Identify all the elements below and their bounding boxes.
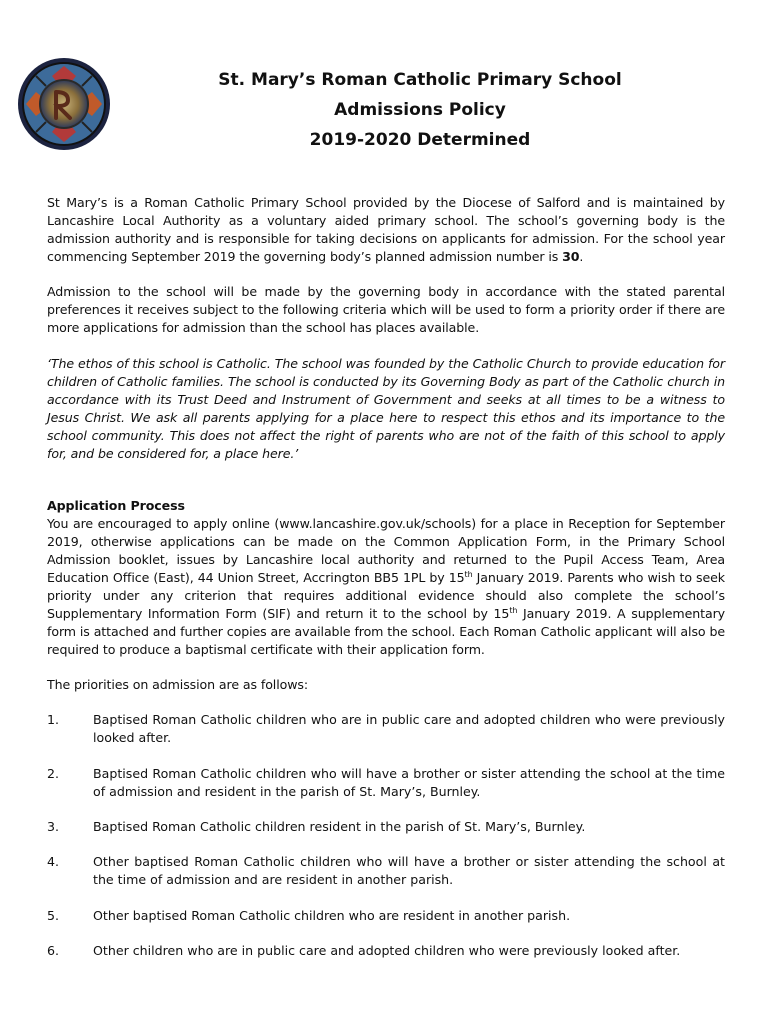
admission-number: 30 (562, 249, 580, 264)
priority-number: 3. (47, 819, 60, 834)
admission-paragraph: Admission to the school will be made by the governing body in accordance with the stated parental preferences it receives subject to the following criteria which will be used to form a priority order if there are more applications for admission than the school has places available. (47, 284, 725, 335)
intro-paragraph (47, 194, 725, 266)
school-name-title: St. Mary’s Roman Catholic Primary School (218, 70, 622, 90)
ordinal-suffix: th (464, 570, 473, 579)
application-text-c: January 2019. A supplementary form is attached and further copies are available from the school. Each Roman Catholic applicant will also be required to produce a baptismal certificate with their application form. (47, 606, 725, 657)
priority-number: 2. (47, 766, 60, 781)
priority-text: Other baptised Roman Catholic children who are resident in another parish. (93, 908, 571, 923)
priority-number: 6. (47, 943, 60, 958)
intro-text: St Mary’s is a Roman Catholic Primary School provided by the Diocese of Salford and is maintained by Lancashire Local Authority as a voluntary aided primary school. The school’s governing body is the admission authority and is responsible for taking decisions on applicants for admission. For the school year commencing September 2019 the governing body’s planned admission number is (47, 195, 725, 264)
priority-text: Other baptised Roman Catholic children who will have a brother or sister attending the school at the time of admission and are resident in another parish. (93, 854, 725, 887)
priority-text: Baptised Roman Catholic children who will have a brother or sister attending the school at the time of admission and resident in the parish of St. Mary’s, Burnley. (93, 766, 725, 799)
ethos-statement: ‘The ethos of this school is Catholic. The school was founded by the Catholic Church to provide education for children of Catholic families. The school is conducted by its Governing Body as part of the Catholic church in accordance with its Trust Deed and Instrument of Government and seeks at all times to be a witness to Jesus Christ. We ask all parents applying for a place here to respect this ethos and its importance to the school community. This does not affect the right of parents who are not of the faith of this school to apply for, and be considered for, a place here.’ (47, 356, 725, 461)
stained-glass-crest-icon (16, 56, 112, 152)
ordinal-suffix: th (509, 606, 518, 615)
priorities-intro: The priorities on admission are as follows: (47, 677, 309, 692)
application-text-a: You are encouraged to apply online (www.lancashire.gov.uk/schools) for a place in Reception for September 2019, otherwise applications can be made on the Common Application Form, in the Primary School Admission booklet, issues by Lancashire local authority and returned to the Pupil Access Team, Area Education Office (East), 44 Union Street, Accrington BB5 1PL by 15 (47, 516, 725, 585)
policy-year-title: 2019-2020 Determined (309, 130, 531, 150)
intro-end: . (579, 249, 584, 264)
priority-number: 5. (47, 908, 60, 923)
priority-number: 1. (47, 712, 60, 727)
priority-text: Baptised Roman Catholic children resident in the parish of St. Mary’s, Burnley. (93, 819, 586, 834)
priority-number: 4. (47, 854, 60, 869)
application-text-b: January 2019. Parents who wish to seek priority under any criterion that requires additional evidence should also complete the school’s Supplementary Information Form (SIF) and return it to the school by 15 (47, 570, 725, 621)
application-process-text (47, 515, 725, 659)
application-process-heading: Application Process (47, 498, 185, 513)
priority-text: Baptised Roman Catholic children who are in public care and adopted children who were previously looked after. (93, 712, 725, 745)
policy-title: Admissions Policy (334, 100, 506, 120)
priority-text: Other children who are in public care and adopted children who were previously looked after. (93, 943, 681, 958)
